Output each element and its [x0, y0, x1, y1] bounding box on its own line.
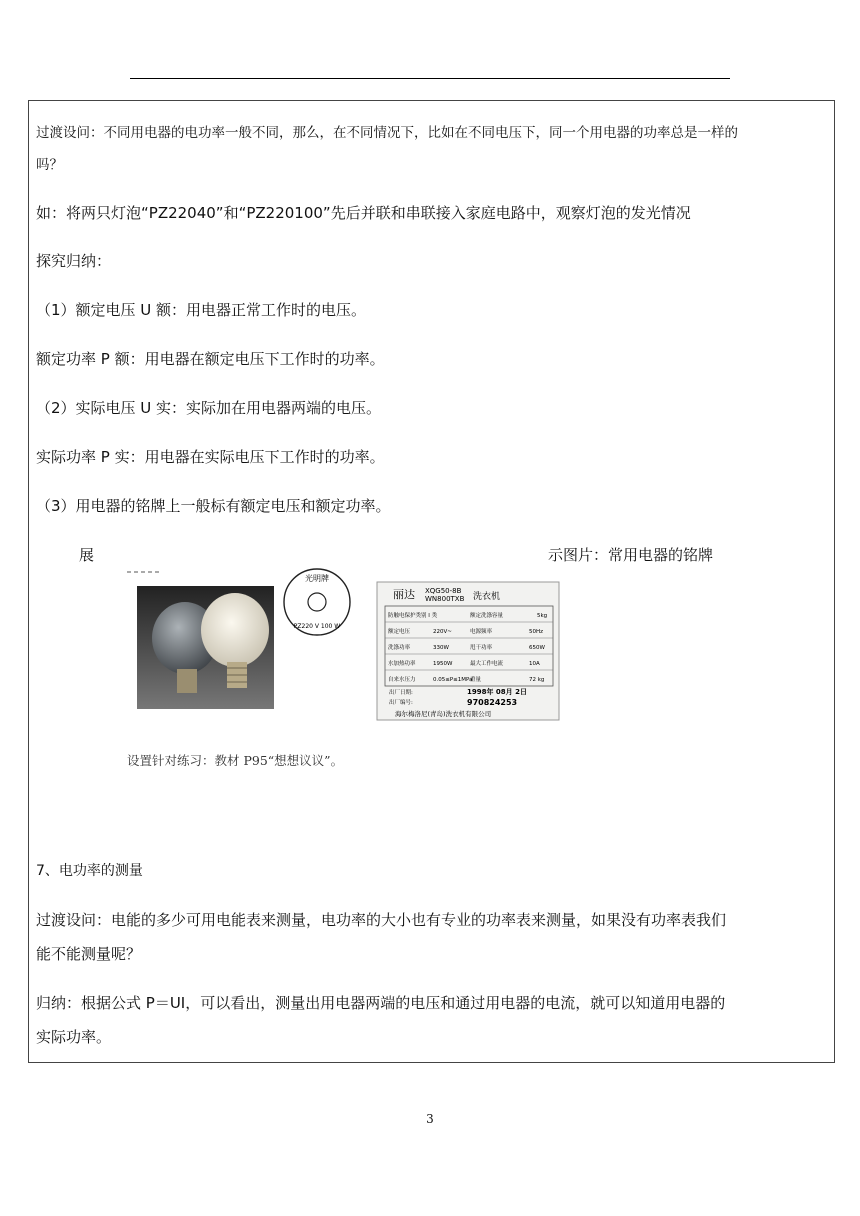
plate-cell: 0.05≤P≤1MPa — [433, 677, 473, 683]
plate-cell: 330W — [433, 645, 449, 651]
plate-cell: 最大工作电流 — [470, 661, 504, 667]
plate-cell: 水加热功率 — [388, 661, 416, 667]
plate-cell: 重量 — [470, 677, 482, 683]
page-number: 3 — [426, 1112, 434, 1126]
plate-cell: 电源频率 — [470, 629, 493, 635]
actual-voltage: （2）实际电压 U 实：实际加在用电器两端的电压。 — [36, 399, 382, 417]
plate-cell: 50Hz — [529, 629, 544, 635]
plate-cell: 防触电保护类别 I 类 — [388, 613, 438, 619]
header-rule — [130, 78, 730, 79]
plate-cell: 1950W — [433, 661, 453, 667]
practice-caption: 设置针对练习：教材 P95“想想议议”。 — [127, 752, 344, 768]
plate-maker: 海尔梅洛尼(青岛)洗衣机有限公司 — [395, 710, 492, 718]
washer-nameplate — [377, 582, 559, 720]
stamp-brand: 光明牌 — [305, 574, 329, 583]
plate-date: 1998年 08月 2日 — [467, 688, 527, 696]
plate-cell: 5kg — [537, 613, 548, 619]
plate-serial-label: 出厂编号: — [389, 700, 413, 706]
show-picture-rest: 示图片：常用电器的铭牌 — [548, 546, 714, 564]
stamp-spec: PZ220 V 100 W — [293, 623, 341, 630]
plate-model: XQG50-8B — [425, 587, 462, 595]
example-text: 如：将两只灯泡“PZ22040”和“PZ220100”先后并联和串联接入家庭电路中，观察灯泡的发光情况 — [36, 204, 691, 222]
measurement-question-cont: 能不能测量呢？ — [36, 945, 142, 963]
plate-type: 洗衣机 — [473, 592, 501, 602]
plate-cell: 额定电压 — [388, 629, 411, 635]
bulb-stamp — [284, 569, 350, 635]
plate-cell: 220V~ — [433, 629, 452, 635]
transition-question-1-cont: 吗？ — [36, 157, 63, 173]
plate-brand: 丽达 — [393, 588, 415, 601]
plate-date-label: 出厂日期: — [389, 690, 413, 696]
rated-voltage: （1）额定电压 U 额：用电器正常工作时的电压。 — [36, 301, 367, 319]
conclusion-cont: 实际功率。 — [36, 1028, 112, 1046]
plate-cell: 额定洗涤容量 — [470, 613, 504, 619]
plate-cell: 洗涤功率 — [388, 645, 411, 651]
plate-serial: 970824253 — [467, 698, 518, 707]
content-box — [28, 100, 835, 1063]
plate-model-2: WN800TXB — [425, 595, 465, 603]
conclusion: 归纳：根据公式 P＝UI，可以看出，测量出用电器两端的电压和通过用电器的电流，就可以知道用电器的 — [36, 994, 726, 1012]
plate-cell: 甩干功率 — [470, 645, 493, 651]
measurement-question: 过渡设问：电能的多少可用电能表来测量，电功率的大小也有专业的功率表来测量，如果没有功率表我们 — [36, 911, 727, 929]
plate-cell: 自来水压力 — [388, 677, 416, 683]
light-bulb-photo — [137, 586, 274, 709]
plate-cell: 650W — [529, 645, 545, 651]
nameplate-note: （3）用电器的铭牌上一般标有额定电压和额定功率。 — [36, 497, 391, 515]
summary-heading: 探究归纳： — [36, 252, 112, 270]
rated-power: 额定功率 P 额：用电器在额定电压下工作时的功率。 — [36, 350, 385, 368]
plate-cell: 72 kg — [529, 677, 545, 683]
actual-power: 实际功率 P 实：用电器在实际电压下工作时的功率。 — [36, 448, 385, 466]
plate-cell: 10A — [529, 661, 540, 667]
section-7-heading: 7、电功率的测量 — [36, 863, 143, 879]
transition-question-1: 过渡设问：不同用电器的电功率一般不同，那么，在不同情况下，比如在不同电压下，同一个用电器的功率总是一样的 — [36, 125, 738, 141]
nameplate-figure — [137, 566, 548, 726]
show-picture-start: 展 — [79, 546, 95, 564]
